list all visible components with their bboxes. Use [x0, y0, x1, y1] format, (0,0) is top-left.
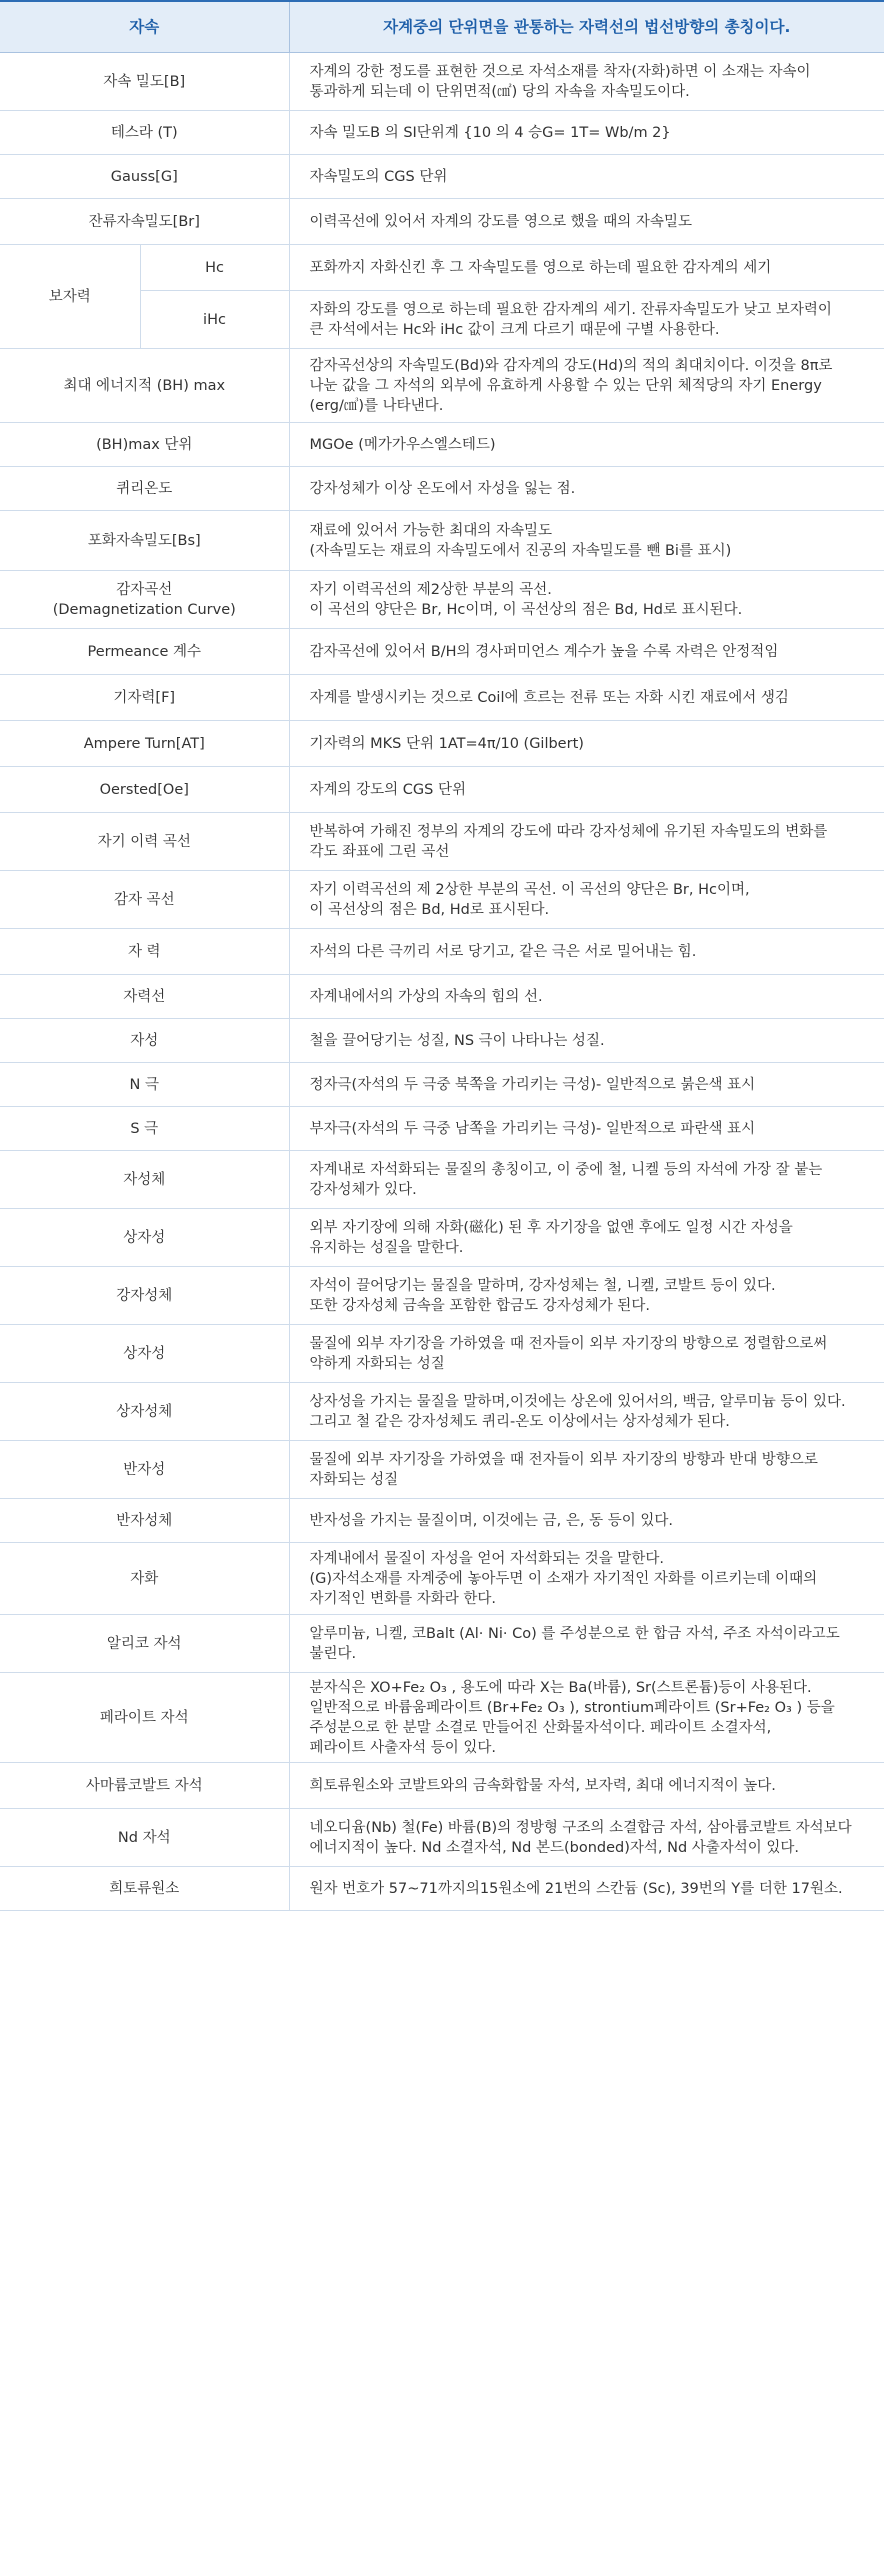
description-cell: [289, 1499, 884, 1543]
description-cell: [289, 975, 884, 1019]
description-cell: [289, 291, 884, 349]
table-row: [0, 1383, 884, 1441]
table-row: [0, 629, 884, 675]
table-row: [0, 199, 884, 245]
description-cell: [289, 721, 884, 767]
table-row: [0, 721, 884, 767]
description-cell: [289, 1543, 884, 1615]
table-row: [0, 871, 884, 929]
description-line: 큰 자석에서는 Hc와 iHc 값이 크게 다르기 때문에 구별 사용한다.: [309, 321, 720, 338]
description-line: 자기 이력곡선의 제2상한 부분의 곡선.: [309, 581, 552, 598]
term-cell: 퀴리온도: [0, 467, 289, 511]
term-cell: (BH)max 단위: [0, 423, 289, 467]
term-cell: 강자성체: [0, 1267, 289, 1325]
term-cell: 반자성체: [0, 1499, 289, 1543]
description-line: 자계내에서의 가상의 자속의 힘의 선.: [309, 988, 543, 1005]
description-line: 정자극(자석의 두 극중 북쪽을 가리키는 극성)- 일반적으로 붉은색 표시: [309, 1076, 756, 1093]
description-line: 원자 번호가 57~71까지의15원소에 21번의 스칸듐 (Sc), 39번의 Y를 더한 17원소.: [309, 1880, 843, 1897]
description-line: 자화되는 성질: [309, 1471, 399, 1488]
table-row: [0, 467, 884, 511]
table-row: [0, 813, 884, 871]
description-cell: [289, 53, 884, 111]
description-cell: [289, 1107, 884, 1151]
description-line: 자계의 강도의 CGS 단위: [309, 781, 466, 798]
term-cell: 알리코 자석: [0, 1615, 289, 1673]
description-line: 반복하여 가해진 정부의 자계의 강도에 따라 강자성체에 유기된 자속밀도의 변화를: [309, 823, 828, 840]
description-line: 물질에 외부 자기장을 가하였을 때 전자들이 외부 자기장의 방향과 반대 방향으로: [309, 1451, 818, 1468]
description-line: 자기적인 변화를 자화라 한다.: [309, 1590, 497, 1607]
term-cell: 자성: [0, 1019, 289, 1063]
description-line: 감자곡선상의 자속밀도(Bd)와 감자계의 강도(Hd)의 적의 최대치이다. 이것을 8π로: [309, 357, 833, 374]
description-line: 자화의 강도를 영으로 하는데 필요한 감자계의 세기. 잔류자속밀도가 낮고 보자력이: [309, 301, 832, 318]
description-cell: [289, 1019, 884, 1063]
table-row: [0, 1543, 884, 1615]
subterm-cell: Hc: [140, 245, 289, 291]
table-row: [0, 53, 884, 111]
description-line: 알루미늄, 니켈, 코Balt (Al· Ni· Co) 를 주성분으로 한 합금 자석, 주조 자석이라고도: [309, 1625, 840, 1642]
term-cell: Ampere Turn[AT]: [0, 721, 289, 767]
description-cell: [289, 423, 884, 467]
term-cell: Permeance 계수: [0, 629, 289, 675]
term-cell: 반자성: [0, 1441, 289, 1499]
table-row: [0, 975, 884, 1019]
term-cell: 자기 이력 곡선: [0, 813, 289, 871]
description-cell: [289, 675, 884, 721]
table-row: [0, 1209, 884, 1267]
header-definition-cell: 자계중의 단위면을 관통하는 자력선의 법선방향의 총칭이다.: [289, 1, 884, 53]
description-cell: [289, 767, 884, 813]
description-cell: [289, 1673, 884, 1763]
description-line: (erg/㎤)를 나타낸다.: [309, 397, 444, 414]
description-line: 이 곡선상의 점은 Bd, Hd로 표시된다.: [309, 901, 550, 918]
term-cell: 테스라 (T): [0, 111, 289, 155]
term-cell: 상자성: [0, 1325, 289, 1383]
term-cell: 자 력: [0, 929, 289, 975]
description-line: 기자력의 MKS 단위 1AT=4π/10 (Gilbert): [309, 735, 584, 752]
description-line: 부자극(자석의 두 극중 남쪽을 가리키는 극성)- 일반적으로 파란색 표시: [309, 1120, 756, 1137]
description-line: 불린다.: [309, 1645, 357, 1662]
description-line: 분자식은 XO+Fe₂ O₃ , 용도에 따라 X는 Ba(바륨), Sr(스트론튬)등이 사용된다.: [309, 1679, 812, 1696]
description-line: 강자성체가 있다.: [309, 1181, 417, 1198]
term-cell: Oersted[Oe]: [0, 767, 289, 813]
description-line: (G)자석소재를 자계중에 놓아두면 이 소재가 자기적인 자화를 이르키는데 이때의: [309, 1570, 818, 1587]
description-line: 재료에 있어서 가능한 최대의 자속밀도: [309, 522, 553, 539]
description-line: 철을 끌어당기는 성질, NS 극이 나타나는 성질.: [309, 1032, 605, 1049]
term-cell: 잔류자속밀도[Br]: [0, 199, 289, 245]
description-line: 자계내로 자석화되는 물질의 총칭이고, 이 중에 철, 니켈 등의 자석에 가장 잘 붙는: [309, 1161, 823, 1178]
table-row: [0, 349, 884, 423]
description-line: 외부 자기장에 의해 자화(磁化) 된 후 자기장을 없앤 후에도 일정 시간 자성을: [309, 1219, 793, 1236]
table-row: [0, 1615, 884, 1673]
term-cell: 상자성체: [0, 1383, 289, 1441]
table-row: [0, 1063, 884, 1107]
description-cell: [289, 629, 884, 675]
table-row: [0, 245, 884, 291]
table-row: [0, 1867, 884, 1911]
description-line: 자석이 끌어당기는 물질을 말하며, 강자성체는 철, 니켈, 코발트 등이 있다.: [309, 1277, 776, 1294]
term-cell: 상자성: [0, 1209, 289, 1267]
table-row: [0, 767, 884, 813]
table-row: [0, 1325, 884, 1383]
description-line: 자계를 발생시키는 것으로 Coil에 흐르는 전류 또는 자화 시킨 재료에서 생김: [309, 689, 789, 706]
group-term-cell: 보자력: [0, 245, 140, 349]
term-cell: 최대 에너지적 (BH) max: [0, 349, 289, 423]
description-cell: [289, 1267, 884, 1325]
table-row: [0, 155, 884, 199]
description-cell: [289, 1615, 884, 1673]
description-line: 통과하게 되는데 이 단위면적(㎠) 당의 자속을 자속밀도이다.: [309, 83, 690, 100]
table-row: [0, 1673, 884, 1763]
description-cell: [289, 1763, 884, 1809]
description-cell: [289, 571, 884, 629]
description-cell: [289, 111, 884, 155]
description-line: 나눈 값을 그 자석의 외부에 유효하게 사용할 수 있는 단위 체적당의 자기 Energy: [309, 377, 822, 394]
description-cell: [289, 1325, 884, 1383]
description-line: 일반적으로 바륨움페라이트 (Br+Fe₂ O₃ ), strontium페라이트 (Sr+Fe₂ O₃ ) 등을: [309, 1699, 835, 1716]
description-cell: [289, 813, 884, 871]
description-line: 또한 강자성체 금속을 포함한 합금도 강자성체가 된다.: [309, 1297, 650, 1314]
glossary-body: [0, 53, 884, 1911]
term-cell: 페라이트 자석: [0, 1673, 289, 1763]
description-line: 자기 이력곡선의 제 2상한 부분의 곡선. 이 곡선의 양단은 Br, Hc이며,: [309, 881, 750, 898]
term-cell: 자력선: [0, 975, 289, 1019]
description-line: 페라이트 사출자석 등이 있다.: [309, 1739, 497, 1756]
term-cell: N 극: [0, 1063, 289, 1107]
description-line: 그리고 철 같은 강자성체도 퀴리-온도 이상에서는 상자성체가 된다.: [309, 1413, 730, 1430]
description-line: 상자성을 가지는 물질을 말하며,이것에는 상온에 있어서의, 백금, 알루미늄 등이 있다.: [309, 1393, 846, 1410]
term-cell: Gauss[G]: [0, 155, 289, 199]
description-line: 물질에 외부 자기장을 가하였을 때 전자들이 외부 자기장의 방향으로 정렬함으로써: [309, 1335, 828, 1352]
description-cell: [289, 1809, 884, 1867]
description-cell: [289, 1063, 884, 1107]
description-cell: [289, 1209, 884, 1267]
description-line: 유지하는 성질을 말한다.: [309, 1239, 464, 1256]
description-line: 자계의 강한 정도를 표현한 것으로 자석소재를 착자(자화)하면 이 소재는 자속이: [309, 63, 811, 80]
description-line: 네오디윰(Nb) 철(Fe) 바륨(B)의 정방형 구조의 소결합금 자석, 삼아륨코발트 자석보다: [309, 1819, 852, 1836]
table-row: [0, 1019, 884, 1063]
description-line: 자속 밀도B 의 SI단위계 {10 의 4 승G= 1T= Wb/m 2}: [309, 124, 671, 141]
table-header-row: [0, 1, 884, 53]
term-cell: S 극: [0, 1107, 289, 1151]
term-cell: 감자 곡선: [0, 871, 289, 929]
description-cell: [289, 467, 884, 511]
description-cell: [289, 199, 884, 245]
description-cell: [289, 1867, 884, 1911]
table-row: [0, 1809, 884, 1867]
table-row: [0, 675, 884, 721]
table-row: [0, 111, 884, 155]
description-line: 감자곡선에 있어서 B/H의 경사퍼미언스 계수가 높을 수록 자력은 안정적임: [309, 643, 779, 660]
description-line: 각도 좌표에 그린 곡선: [309, 843, 450, 860]
table-row: [0, 1441, 884, 1499]
description-cell: [289, 349, 884, 423]
description-cell: [289, 511, 884, 571]
table-row: [0, 571, 884, 629]
description-line: 약하게 자화되는 성질: [309, 1355, 445, 1372]
description-cell: [289, 929, 884, 975]
table-row: [0, 1267, 884, 1325]
term-cell: 감자곡선 (Demagnetization Curve): [0, 571, 289, 629]
description-line: 희토류원소와 코발트와의 금속화합물 자석, 보자력, 최대 에너지적이 높다.: [309, 1777, 776, 1794]
description-line: 이력곡선에 있어서 자계의 강도를 영으로 했을 때의 자속밀도: [309, 213, 692, 230]
table-row: [0, 1151, 884, 1209]
description-line: MGOe (메가가우스엘스테드): [309, 436, 496, 453]
header-term-cell: 자속: [0, 1, 289, 53]
description-line: 에너지적이 높다. Nd 소결자석, Nd 본드(bonded)자석, Nd 사출자석이 있다.: [309, 1839, 800, 1856]
term-cell: 사마륨코발트 자석: [0, 1763, 289, 1809]
description-line: 반자성을 가지는 물질이며, 이것에는 금, 은, 동 등이 있다.: [309, 1512, 673, 1529]
description-line: 포화까지 자화신킨 후 그 자속밀도를 영으로 하는데 필요한 감자계의 세기: [309, 259, 772, 276]
table-row: [0, 1763, 884, 1809]
description-line: 주성분으로 한 분말 소결로 만들어진 산화물자석이다. 페라이트 소결자석,: [309, 1719, 772, 1736]
description-line: 자석의 다른 극끼리 서로 당기고, 같은 극은 서로 밀어내는 힘.: [309, 943, 697, 960]
term-cell: 자화: [0, 1543, 289, 1615]
term-cell: 자성체: [0, 1151, 289, 1209]
description-cell: [289, 155, 884, 199]
description-cell: [289, 871, 884, 929]
term-cell: 기자력[F]: [0, 675, 289, 721]
description-line: (자속밀도는 재료의 자속밀도에서 진공의 자속밀도를 뺀 Bi를 표시): [309, 542, 732, 559]
table-row: [0, 511, 884, 571]
table-row: [0, 1499, 884, 1543]
description-cell: [289, 1151, 884, 1209]
description-cell: [289, 1441, 884, 1499]
table-row: [0, 1107, 884, 1151]
term-cell: 희토류원소: [0, 1867, 289, 1911]
description-cell: [289, 245, 884, 291]
term-cell: 자속 밀도[B]: [0, 53, 289, 111]
description-line: 자속밀도의 CGS 단위: [309, 168, 448, 185]
table-row: [0, 929, 884, 975]
term-cell: 포화자속밀도[Bs]: [0, 511, 289, 571]
description-line: 강자성체가 이상 온도에서 자성을 잃는 점.: [309, 480, 576, 497]
description-cell: [289, 1383, 884, 1441]
description-line: 자계내에서 물질이 자성을 얻어 자석화되는 것을 말한다.: [309, 1550, 664, 1567]
term-cell: Nd 자석: [0, 1809, 289, 1867]
table-row: [0, 423, 884, 467]
description-line: 이 곡선의 양단은 Br, Hc이며, 이 곡선상의 점은 Bd, Hd로 표시된다.: [309, 601, 743, 618]
subterm-cell: iHc: [140, 291, 289, 349]
